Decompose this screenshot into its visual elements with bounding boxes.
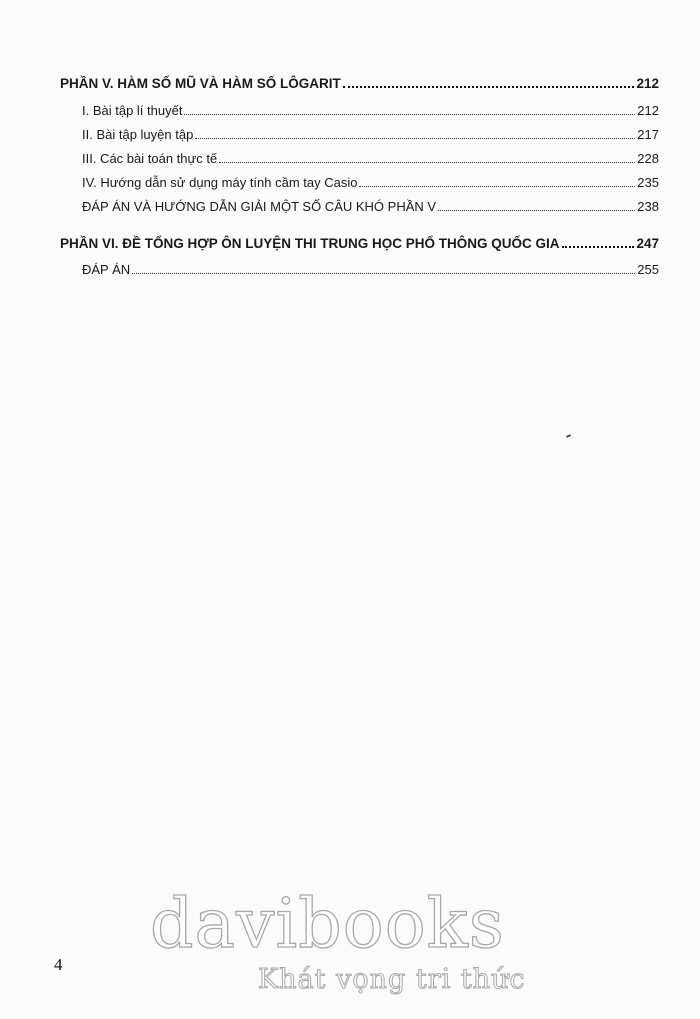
table-of-contents <box>60 76 659 278</box>
toc-entry-title: II. Bài tập luyện tập <box>82 127 194 142</box>
toc-entry <box>60 199 659 215</box>
toc-part-vi-page: 247 <box>636 236 659 251</box>
toc-part-vi-heading <box>60 236 659 252</box>
toc-part-vi-title: PHẦN VI. ĐỀ TỔNG HỢP ÔN LUYỆN THI TRUNG HỌC PHỔ THÔNG QUỐC GIA <box>60 236 560 251</box>
dot-leader <box>195 138 635 139</box>
page-number: 4 <box>54 955 63 974</box>
toc-entry <box>60 151 659 167</box>
toc-entry-page: 238 <box>637 199 659 214</box>
toc-entry-page: 255 <box>637 262 659 277</box>
watermark-tagline: Khát vọng tri thức <box>258 964 526 995</box>
toc-entry <box>60 175 659 191</box>
toc-entry-title: IV. Hướng dẫn sử dụng máy tính cầm tay Casio <box>82 175 358 190</box>
watermark-logo <box>150 885 550 1015</box>
toc-part-v-heading <box>60 76 659 92</box>
toc-part-v-title: PHẦN V. HÀM SỐ MŨ VÀ HÀM SỐ LÔGARIT <box>60 76 341 91</box>
print-speck <box>566 434 571 438</box>
toc-entry <box>60 127 659 143</box>
toc-entry <box>60 262 659 278</box>
dot-leader <box>562 246 635 248</box>
dot-leader <box>359 186 635 187</box>
dot-leader <box>184 114 635 115</box>
toc-entry-page: 235 <box>637 175 659 190</box>
toc-entry-title: I. Bài tập lí thuyết <box>82 103 183 118</box>
toc-entry-title: III. Các bài toán thực tế <box>82 151 218 166</box>
toc-entry-page: 217 <box>637 127 659 142</box>
toc-entry-title: ĐÁP ÁN VÀ HƯỚNG DẪN GIẢI MỘT SỐ CÂU KHÓ PHẦN V <box>82 199 437 214</box>
watermark-brand: davibooks <box>150 885 505 964</box>
toc-entry-page: 212 <box>637 103 659 118</box>
toc-entry-title: ĐÁP ÁN <box>82 262 131 277</box>
dot-leader <box>438 210 635 211</box>
dot-leader <box>219 162 635 163</box>
dot-leader <box>343 86 635 88</box>
dot-leader <box>132 273 635 274</box>
toc-part-v-page: 212 <box>636 76 659 91</box>
toc-entry <box>60 103 659 119</box>
toc-entry-page: 228 <box>637 151 659 166</box>
